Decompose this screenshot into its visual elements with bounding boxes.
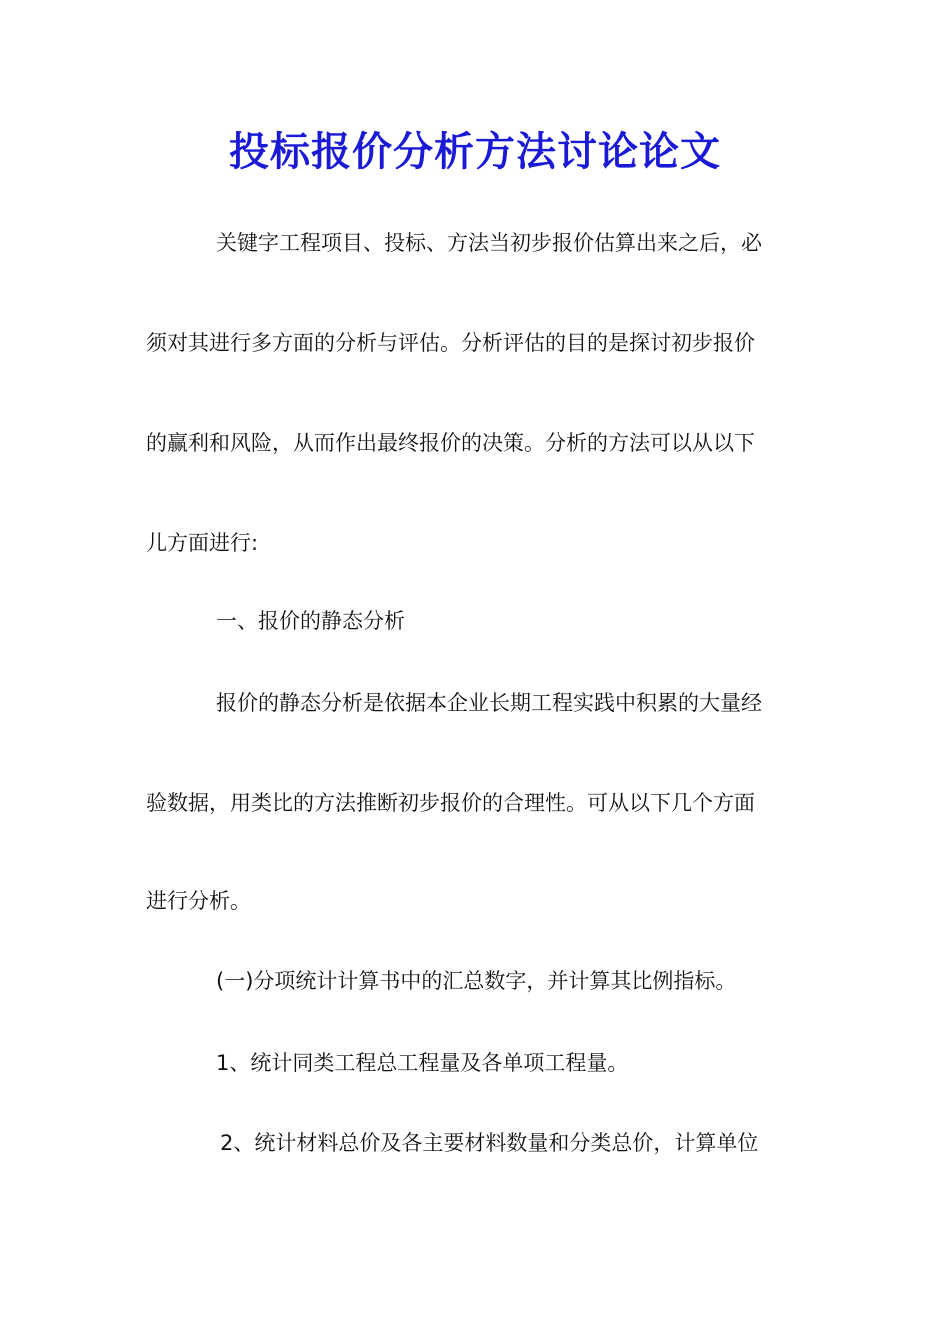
paragraph-line: 须对其进行多方面的分析与评估。分析评估的目的是探讨初步报价 <box>146 331 755 355</box>
paragraph-line: 进行分析。 <box>146 889 251 913</box>
paragraph-line: 儿方面进行: <box>146 531 259 555</box>
section-heading: 一、报价的静态分析 <box>216 609 405 633</box>
paragraph-line: 验数据，用类比的方法推断初步报价的合理性。可从以下几个方面 <box>146 791 755 815</box>
document-title: 投标报价分析方法讨论论文 <box>229 128 721 175</box>
list-item: 2、统计材料总价及各主要材料数量和分类总价，计算单位 <box>220 1131 759 1155</box>
paragraph-line: 报价的静态分析是依据本企业长期工程实践中积累的大量经 <box>216 691 762 715</box>
paragraph-line: 的赢利和风险，从而作出最终报价的决策。分析的方法可以从以下 <box>146 431 755 455</box>
subsection-heading: (一)分项统计计算书中的汇总数字，并计算其比例指标。 <box>216 969 737 993</box>
list-item: 1、统计同类工程总工程量及各单项工程量。 <box>216 1051 629 1075</box>
paragraph-line: 关键字工程项目、投标、方法当初步报价估算出来之后，必 <box>216 231 762 255</box>
